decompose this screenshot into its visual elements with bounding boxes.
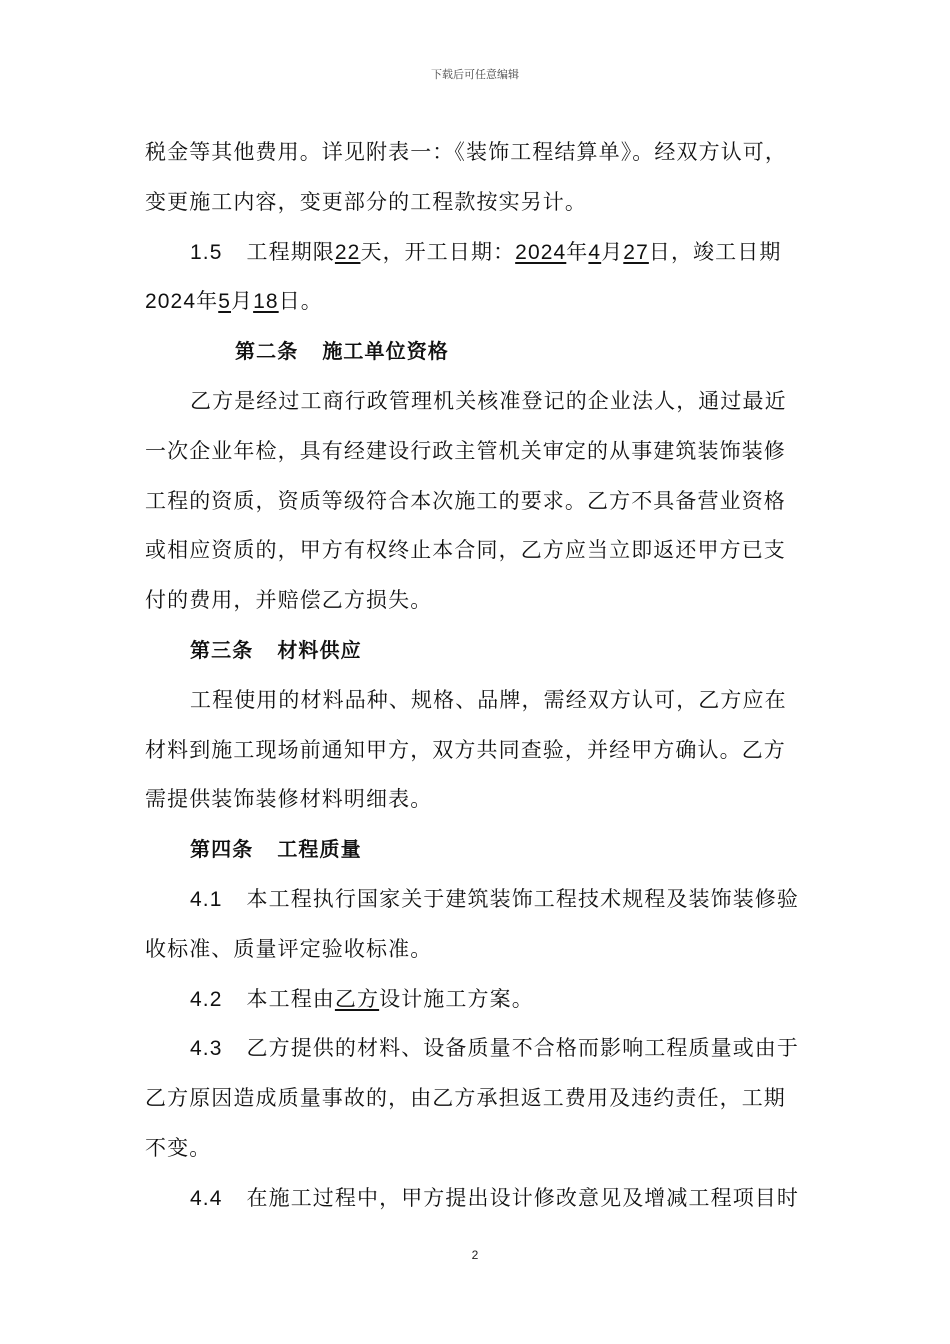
end-day: 18	[253, 290, 279, 314]
clause-4-1	[145, 875, 815, 925]
paragraph-line: 乙方是经过工商行政管理机关核准登记的企业法人，通过最近	[190, 388, 787, 413]
paragraph-line: 或相应资质的，甲方有权终止本合同，乙方应当立即返还甲方已支	[145, 538, 786, 563]
end-year: 2024	[145, 290, 197, 314]
page-header: 下载后可任意编辑	[431, 68, 519, 81]
clause-number: 1.5	[190, 240, 223, 264]
text-segment: 年	[196, 289, 219, 314]
section-number: 第二条	[235, 339, 299, 364]
paragraph-line: 一次企业年检，具有经建设行政主管机关审定的从事建筑装饰装修	[145, 438, 786, 463]
paragraph-line: 变更施工内容，变更部分的工程款按实另计。	[145, 189, 587, 214]
text-segment: 设计施工方案。	[379, 986, 534, 1011]
section-number: 第四条	[190, 837, 254, 862]
section-heading-2	[145, 327, 815, 377]
section-title: 施工单位资格	[322, 339, 449, 364]
paragraph-line: 付的费用，并赔偿乙方损失。	[145, 588, 433, 613]
section-title: 材料供应	[277, 637, 362, 662]
section-heading-3	[145, 626, 815, 676]
paragraph-line: 不变。	[145, 1135, 212, 1160]
section-title: 工程质量	[277, 837, 362, 862]
clause-4-3	[145, 1024, 815, 1074]
party-name: 乙方	[334, 986, 380, 1011]
text-segment: 乙方提供的材料、设备质量不合格而影响工程质量或由于	[246, 1036, 799, 1061]
clause-1-5	[145, 228, 815, 278]
paragraph-line: 收标准、质量评定验收标准。	[145, 936, 433, 961]
start-month: 4	[588, 240, 602, 264]
clause-number: 4.3	[190, 1037, 223, 1061]
clause-4-2	[145, 975, 815, 1025]
section-number: 第三条	[190, 637, 254, 662]
text-segment: 在施工过程中，甲方提出设计修改意见及增减工程项目时	[246, 1185, 799, 1210]
paragraph-line: 税金等其他费用。详见附表一：《装饰工程结算单》。经双方认可，	[145, 140, 787, 164]
start-day: 27	[623, 240, 649, 264]
section-heading-4	[145, 825, 815, 875]
text-segment: 本工程由	[246, 986, 335, 1011]
text-segment: 月	[601, 239, 624, 264]
paragraph-line: 乙方原因造成质量事故的，由乙方承担返工费用及违约责任，工期	[145, 1086, 786, 1111]
text-segment: 年	[566, 239, 589, 264]
document-body	[145, 128, 815, 1224]
text-segment: 天，开工日期：	[360, 239, 516, 264]
paragraph-line: 工程使用的材料品种、规格、品牌，需经双方认可，乙方应在	[190, 687, 787, 712]
clause-number: 4.2	[190, 987, 223, 1011]
start-year: 2024	[515, 240, 567, 264]
text-segment: 月	[231, 289, 254, 314]
paragraph-line: 需提供装饰装修材料明细表。	[145, 787, 433, 812]
duration-days: 22	[334, 240, 361, 264]
text-segment: 本工程执行国家关于建筑装饰工程技术规程及装饰装修验	[246, 886, 799, 911]
clause-1-5-cont	[145, 277, 815, 327]
text-segment: 日。	[278, 289, 323, 314]
clause-number: 4.1	[190, 887, 223, 911]
clause-4-4	[145, 1174, 815, 1224]
text-segment: 工程期限	[246, 239, 335, 264]
clause-number: 4.4	[190, 1186, 223, 1210]
text-segment: 日，竣工日期	[648, 239, 782, 264]
page-number: 2	[471, 1248, 479, 1262]
end-month: 5	[218, 290, 232, 314]
paragraph-line: 材料到施工现场前通知甲方，双方共同查验，并经甲方确认。乙方	[145, 737, 786, 762]
paragraph-line: 工程的资质，资质等级符合本次施工的要求。乙方不具备营业资格	[145, 488, 786, 513]
